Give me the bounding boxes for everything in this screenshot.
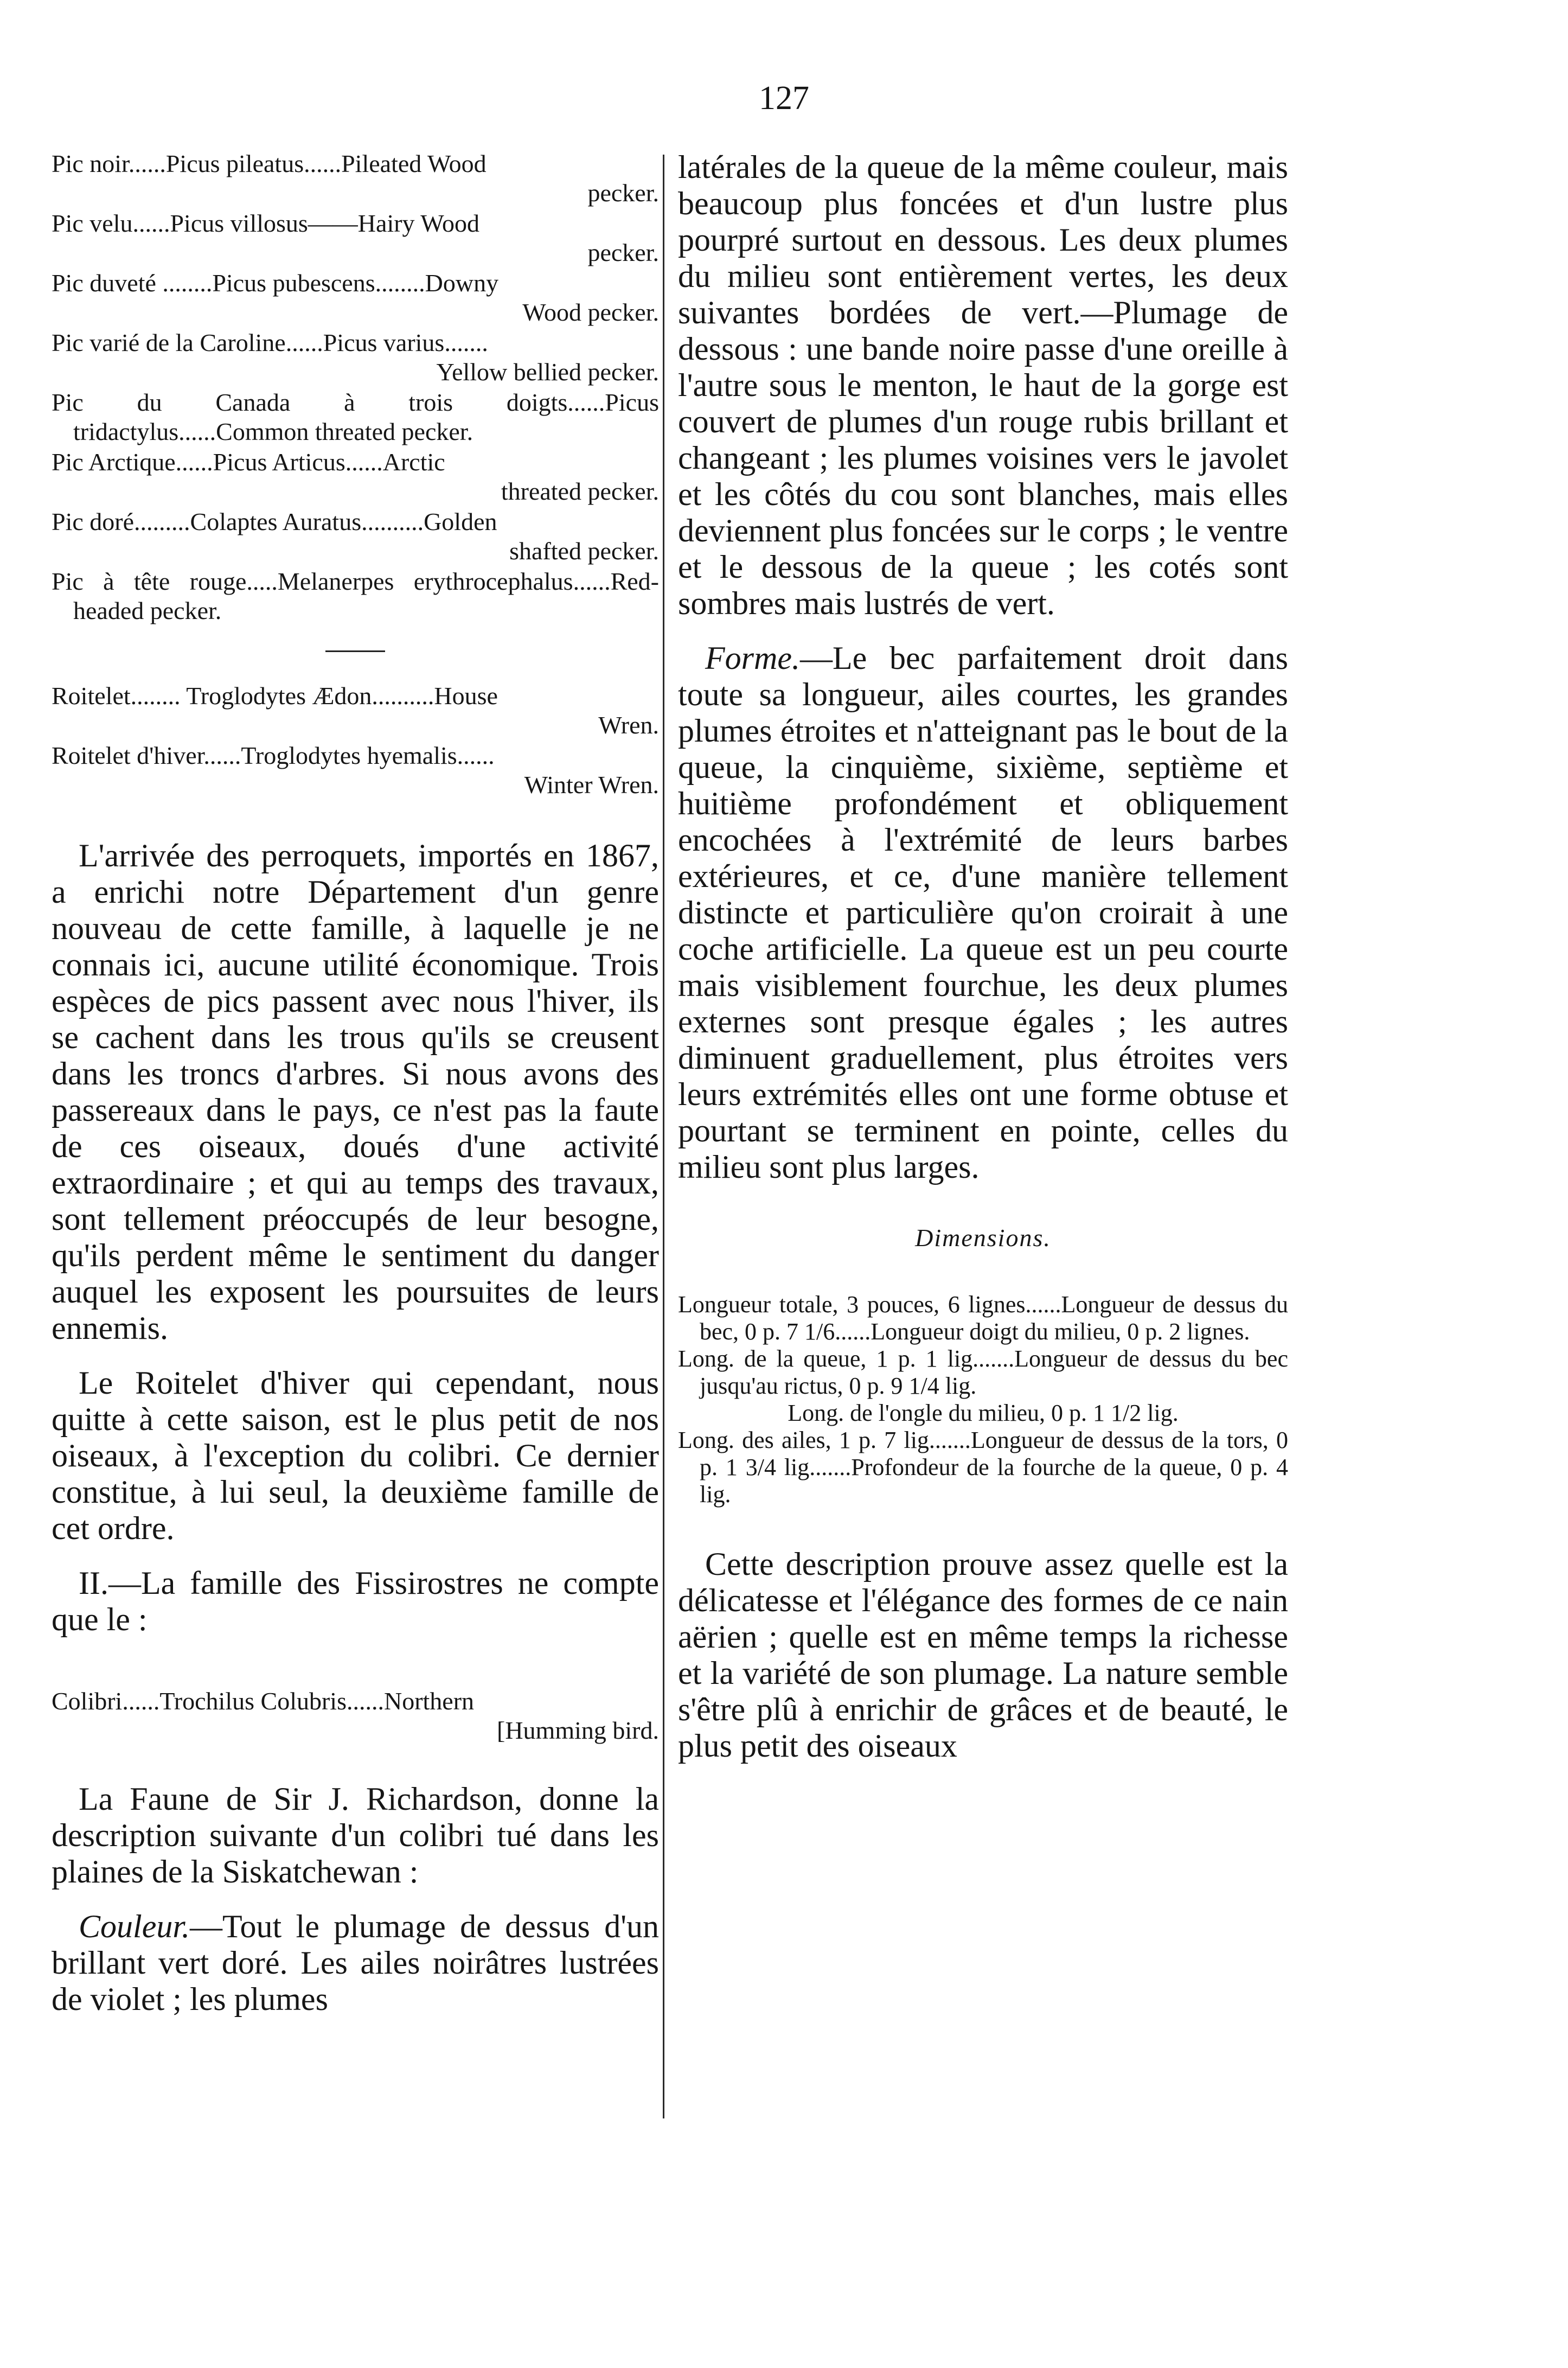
- species-entry: Pic duveté ........Picus pubescens........Downy Wood pecker.: [52, 269, 659, 326]
- page-number: 127: [759, 80, 809, 117]
- body-paragraph: Cette description prouve assez quelle est la délicatesse et l'élégance des formes de ce nain aërien ; quelle est en même temps la richesse et la variété de son plumage. La nature semble s'être plû à enrichir de grâces et de beauté, le plus petit des oiseaux: [678, 1546, 1288, 1764]
- dimension-entry: Long. de l'ongle du milieu, 0 p. 1 1/2 lig.: [788, 1400, 1179, 1426]
- right-column: [678, 149, 1288, 1764]
- species-entry: Pic noir......Picus pileatus......Pileated Wood pecker.: [52, 150, 659, 207]
- body-paragraph: latérales de la queue de la même couleur, mais beaucoup plus foncées et d'un lustre plus pourpré surtout en dessous. Les deux plumes du milieu sont entièrement vertes, les deux suivantes bordées de vert.—Plumage de dessous : une bande noire passe d'une oreille à l'autre sous le menton, le haut de la gorge est couvert de plumes d'un rouge rubis brillant et changeant ; les plumes voisines vers le javolet et les côtés du cou sont blanches, mais elles deviennent plus foncées sur le corps ; le ventre et le dessous de la queue ; les cotés sont sombres mais lustrés de vert.: [678, 149, 1288, 621]
- dimension-entry: Long. des ailes, 1 p. 7 lig.......Longueur de dessus de la tors, 0 p. 1 3/4 lig.......Profondeur de la fourche de la queue, 0 p. 4 lig.: [678, 1427, 1288, 1508]
- species-entry: Pic velu......Picus villosus——Hairy Wood pecker.: [52, 209, 659, 266]
- species-entry: Pic à tête rouge.....Melanerpes erythrocephalus......Red-headed pecker.: [52, 567, 659, 624]
- dimension-entry: Long. de la queue, 1 p. 1 lig.......Longueur de dessus du bec jusqu'au rictus, 0 p. 9 1/4 lig.: [678, 1345, 1288, 1399]
- column-divider: [663, 155, 664, 2118]
- body-paragraph: L'arrivée des perroquets, importés en 1867, a enrichi notre Département d'un genre nouveau de cette famille, à laquelle je ne connais ici, aucune utilité économique. Trois espèces de pics passent avec nous l'hiver, ils se cachent dans les trous qu'ils se creusent dans les troncs d'arbres. Si nous avons des passereaux dans le pays, ce n'est pas la faute de ces oiseaux, doués d'une activité extraordinaire ; et qui au temps des travaux, sont tellement préoccupés de leur besogne, qu'ils perdent même le sentiment du danger auquel les exposent les poursuites de leurs ennemis.: [52, 838, 659, 1346]
- species-entry: Pic Arctique......Picus Articus......Arctic threated pecker.: [52, 448, 659, 505]
- species-list-wrens: [52, 681, 659, 800]
- species-entry: Pic du Canada à trois doigts......Picus tridactylus......Common threated pecker.: [52, 388, 659, 445]
- body-paragraph: Forme.—Le bec parfaitement droit dans toute sa longueur, ailes courtes, les grandes plumes étroites et n'atteignant pas le bout de la queue, la cinquième, sixième, septième et huitième profondément et obliquement encochées à l'extrémité de leurs barbes extérieures, et ce, d'une manière tellement distincte et particulière qu'on croirait à une coche artificielle. La queue est un peu courte mais visiblement fourchue, les deux plumes externes sont presque égales ; les autres diminuent graduellement, plus étroites vers leurs extrémités elles ont une forme obtuse et pourtant se terminent en pointe, celles du milieu sont plus larges.: [678, 640, 1288, 1185]
- species-entry: Roitelet d'hiver......Troglodytes hyemalis...... Winter Wren.: [52, 742, 659, 799]
- dimensions-list: [678, 1291, 1288, 1508]
- body-paragraph: Le Roitelet d'hiver qui cependant, nous quitte à cette saison, est le plus petit de nos oiseaux, à l'exception du colibri. Ce dernier constitue, à lui seul, la deuxième famille de cet ordre.: [52, 1365, 659, 1546]
- body-paragraph: II.—La famille des Fissirostres ne compte que le :: [52, 1565, 659, 1637]
- species-entry: Roitelet........ Troglodytes Ædon..........House Wren.: [52, 682, 659, 739]
- left-column: [52, 149, 659, 2018]
- dimensions-heading: Dimensions.: [915, 1224, 1051, 1252]
- species-list-woodpeckers: [52, 149, 659, 625]
- body-paragraph: La Faune de Sir J. Richardson, donne la description suivante d'un colibri tué dans les plaines de la Siskatchewan :: [52, 1781, 659, 1890]
- dimension-entry: Longueur totale, 3 pouces, 6 lignes......Longueur de dessus du bec, 0 p. 7 1/6......Longueur doigt du milieu, 0 p. 2 lignes.: [678, 1291, 1288, 1345]
- species-entry-colibri: Colibri......Trochilus Colubris......Northern [Humming bird.: [52, 1687, 659, 1744]
- species-entry: Pic doré.........Colaptes Auratus..........Golden shafted pecker.: [52, 508, 659, 565]
- body-paragraph: Couleur.—Tout le plumage de dessus d'un brillant vert doré. Les ailes noirâtres lustrées de violet ; les plumes: [52, 1909, 659, 2017]
- section-divider: [325, 650, 385, 652]
- species-entry: Pic varié de la Caroline......Picus varius....... Yellow bellied pecker.: [52, 329, 659, 386]
